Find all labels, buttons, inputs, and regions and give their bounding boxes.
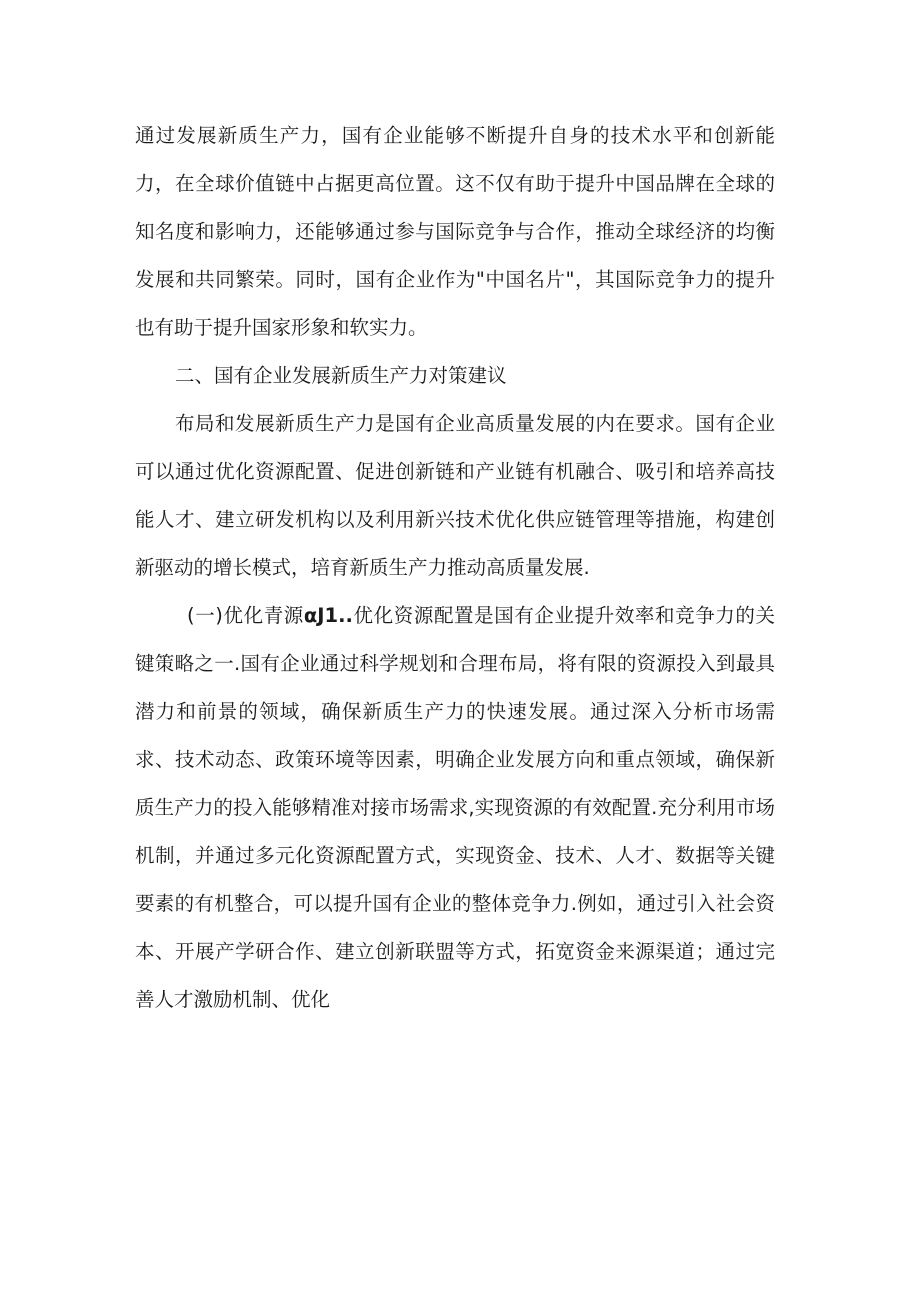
document-body bbox=[135, 112, 775, 1024]
paragraph-text: 通过发展新质生产力，国有企业能够不断提升自身的技术水平和创新能力，在全球价值链中占据更高位置。这不仅有助于提升中国品牌在全球的知名度和影响力，还能够通过参与国际竞争与合作，推动全球经济的均衡发展和共同繁荣。同时，国有企业作为"中国名片"，其国际竞争力的提升也有助于提升国家形象和软实力。 bbox=[135, 124, 775, 339]
paragraph-optimize-resources bbox=[135, 592, 775, 1024]
section-heading-countermeasures bbox=[135, 352, 775, 400]
paragraph-text: 优化资源配置是国有企业提升效率和竞争力的关键策略之一.国有企业通过科学规划和合理布局，将有限的资源投入到最具潜力和前景的领域，确保新质生产力的快速发展。通过深入分析市场需求、技术动态、政策环境等因素，明确企业发展方向和重点领域，确保新质生产力的投入能够精准对接市场需求,实现资源的有效配置.充分利用市场机制，并通过多元化资源配置方式，实现资金、技术、人才、数据等关键要素的有机整合，可以提升国有企业的整体竞争力.例如，通过引入社会资本、开展产学研合作、建立创新联盟等方式，拓宽资金来源渠道；通过完善人才激励机制、优化 bbox=[135, 604, 775, 1011]
subsection-lead-garbled: αJ1.. bbox=[303, 604, 353, 627]
paragraph-layout-development bbox=[135, 400, 775, 592]
paragraph-national-competitiveness bbox=[135, 112, 775, 352]
subsection-lead: (一)优化青源 bbox=[187, 604, 304, 627]
paragraph-text: 布局和发展新质生产力是国有企业高质量发展的内在要求。国有企业可以通过优化资源配置、促进创新链和产业链有机融合、吸引和培养高技能人才、建立研发机构以及利用新兴技术优化供应链管理等措施，构建创新驱动的增长模式，培育新质生产力推动高质量发展. bbox=[135, 412, 775, 579]
heading-text: 二、国有企业发展新质生产力对策建议 bbox=[175, 364, 507, 387]
